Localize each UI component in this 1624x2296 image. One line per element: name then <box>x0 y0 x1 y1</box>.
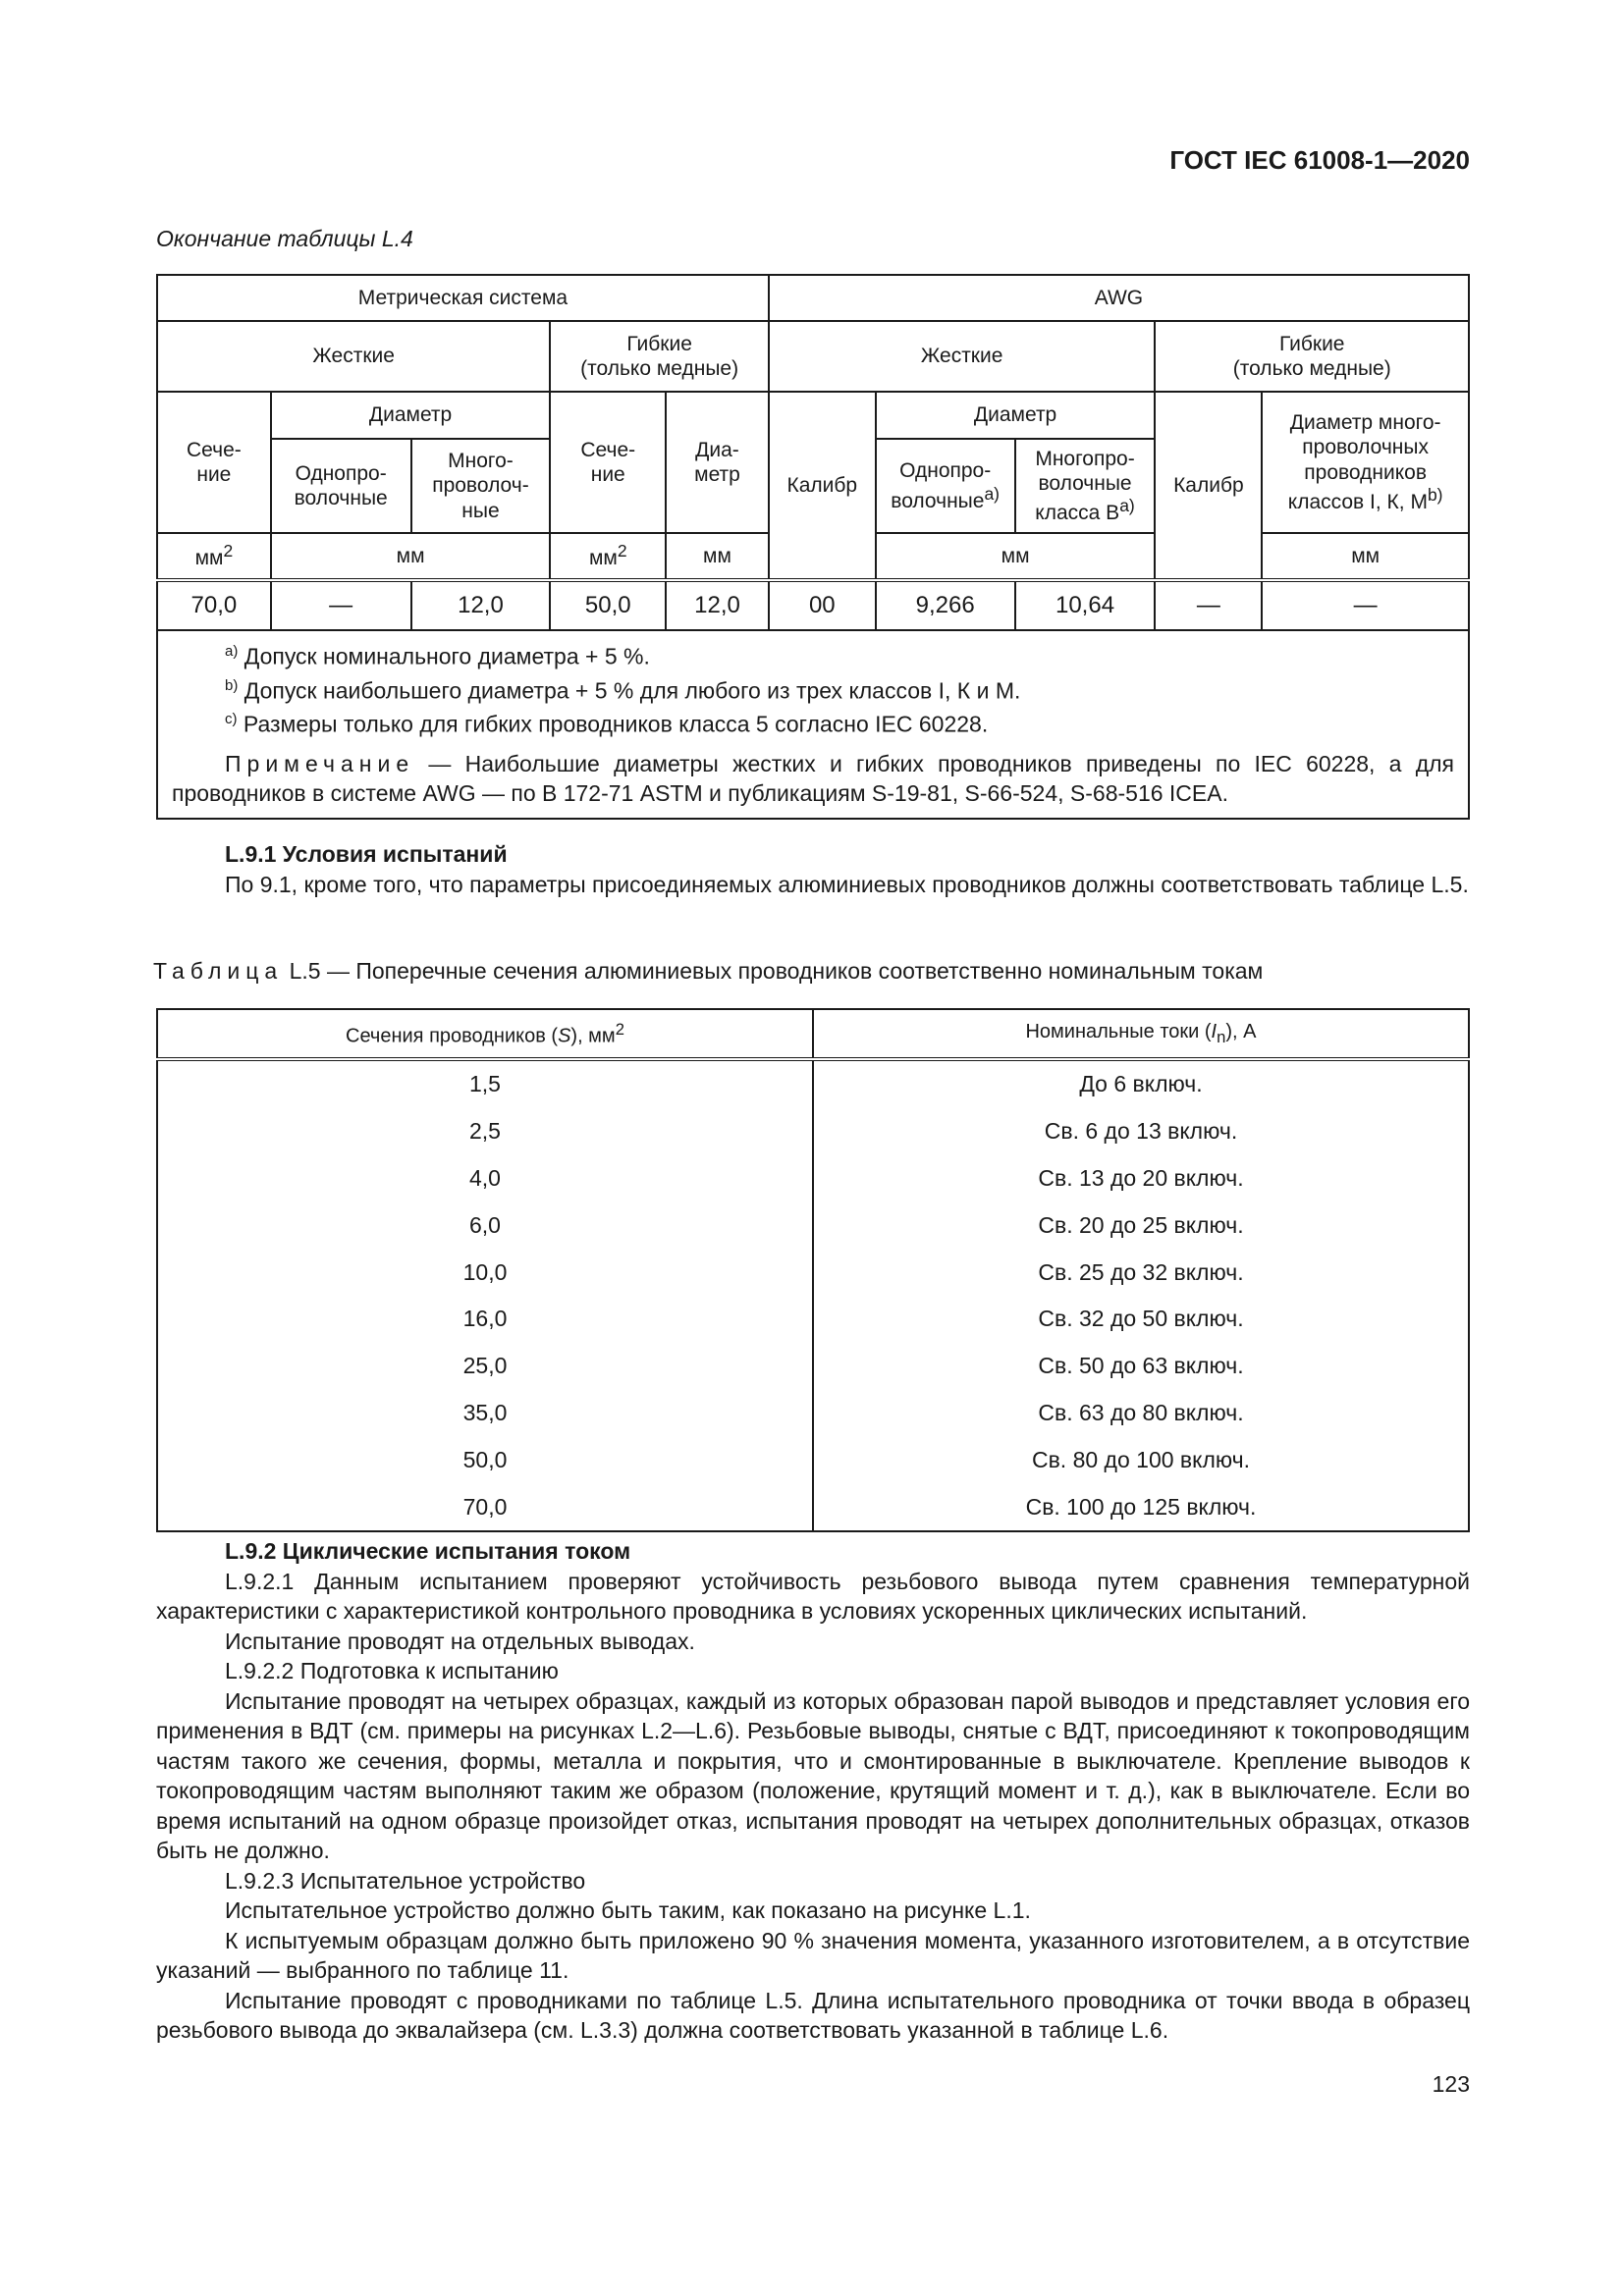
table-cell: 70,0 <box>157 1483 813 1531</box>
table-cell: 25,0 <box>157 1343 813 1390</box>
paragraph: Испытание проводят на четырех образцах, каждый из которых образован парой выводов и представляет условия его применения в ВДТ (см. примеры на рисунках L.2—L.6). Резьбовые выводы, снятые с ВДТ, присоединяют к токопроводящим частям такого же сечения, формы, металла и покрытия, что и смонтированные в выключателе. Крепление выводов к токопроводящим частям выполняют таким же образом (положение, крутящий момент и т. д.), как в выключателе. Если во время испытаний на одном образце произойдет отказ, испытания проводят на четырех дополнительных образцах, отказов быть не должно. <box>156 1687 1470 1863</box>
footnote: $^{b)}$ Допуск наибольшего диаметра + 5 % для любого из трех классов I, К и М. <box>225 676 1021 704</box>
page-number: 123 <box>1432 2071 1470 2097</box>
header-multi-wire: Много- проволоч- ные <box>411 439 551 533</box>
table-row <box>157 1249 1469 1296</box>
header-gauge: Калибр <box>769 392 876 580</box>
table-cell: 6,0 <box>157 1201 813 1249</box>
table-row <box>157 1483 1469 1531</box>
paragraph: L.9.2.1 Данным испытанием проверяют устойчивость резьбового вывода путем сравнения температурной характеристики с характеристикой контрольного проводника в условиях ускоренных циклических испытаний. <box>156 1568 1470 1624</box>
table-cell: 35,0 <box>157 1390 813 1437</box>
table-row <box>157 1155 1469 1202</box>
table-cell: Св. 63 до 80 включ. <box>813 1390 1469 1437</box>
table-cell: 50,0 <box>157 1436 813 1483</box>
table-cell: Св. 50 до 63 включ. <box>813 1343 1469 1390</box>
header-awg-rigid: Жесткие <box>769 321 1156 392</box>
subsection-heading: L.9.2.3 Испытательное устройство <box>225 1867 586 1894</box>
footnote: $^{c)}$ Размеры только для гибких проводников класса 5 согласно IEC 60228. <box>225 711 989 737</box>
section-l92 <box>156 1536 1470 2046</box>
table-cell: До 6 включ. <box>813 1059 1469 1108</box>
table-footnotes <box>157 630 1469 819</box>
header-cross-section: Сечения проводников (S), $мм^2$ <box>157 1009 813 1059</box>
table-cell: Св. 80 до 100 включ. <box>813 1436 1469 1483</box>
table-cell: Св. 6 до 13 включ. <box>813 1108 1469 1155</box>
table-cell: Св. 25 до 32 включ. <box>813 1249 1469 1296</box>
header-diameter: Диаметр <box>271 392 551 439</box>
table-cell: — <box>1262 580 1469 630</box>
table-cell: 12,0 <box>666 580 769 630</box>
header-metric-system: Метрическая система <box>157 275 769 321</box>
unit-mm2: $мм^2$ <box>157 533 271 580</box>
table-l4 <box>156 274 1470 820</box>
header-awg-flex-gauge: Калибр <box>1155 392 1262 580</box>
header-awg: AWG <box>769 275 1469 321</box>
header-awg-diameter: Диаметр <box>876 392 1156 439</box>
table-row <box>157 1201 1469 1249</box>
footnote: $^{a)}$ Допуск номинального диаметра + 5 %. <box>225 643 650 669</box>
header-flex-section: Сече- ние <box>550 392 666 533</box>
section-heading: L.9.1 Условия испытаний <box>225 841 508 867</box>
unit-mm-awg-flex: мм <box>1262 533 1469 580</box>
table-cell: 2,5 <box>157 1108 813 1155</box>
paragraph: Испытательное устройство должно быть таким, как показано на рисунке L.1. <box>225 1897 1031 1923</box>
table-l5 <box>156 1008 1470 1532</box>
table-row <box>157 1436 1469 1483</box>
table-cell: 50,0 <box>550 580 666 630</box>
paragraph: По 9.1, кроме того, что параметры присоединяемых алюминиевых проводников должны соответствовать таблице L.5. <box>225 871 1469 897</box>
table-row <box>157 1296 1469 1343</box>
table-cell: Св. 20 до 25 включ. <box>813 1201 1469 1249</box>
table-cell: — <box>1155 580 1262 630</box>
table-cell: 10,0 <box>157 1249 813 1296</box>
table-l5-caption: Таблица L.5 — Поперечные сечения алюминиевых проводников соответственно номинальным токам <box>153 958 1264 984</box>
paragraph: К испытуемым образцам должно быть приложено 90 % значения момента, указанного изготовителем, а в отсутствие указаний — выбранного по таблице 11. <box>156 1927 1470 1983</box>
table-cell: Св. 32 до 50 включ. <box>813 1296 1469 1343</box>
table-cell: 1,5 <box>157 1059 813 1108</box>
header-awg-flex-diameter: Диаметр много- проволочных проводников классов I, К, $М^{b)}$ <box>1262 392 1469 533</box>
header-rigid: Жесткие <box>157 321 550 392</box>
subsection-heading: L.9.2.2 Подготовка к испытанию <box>225 1658 559 1683</box>
table-row <box>157 580 1469 630</box>
table-row <box>157 1108 1469 1155</box>
table-row <box>157 1059 1469 1108</box>
header-single-wire: Однопро- волочные <box>271 439 411 533</box>
header-flexible: Гибкие (только медные) <box>550 321 768 392</box>
unit-mm: мм <box>271 533 551 580</box>
document-id: ГОСТ IEC 61008-1—2020 <box>1169 145 1470 175</box>
header-rated-current: Номинальные токи $(I_n)$, А <box>813 1009 1469 1059</box>
table-cell: 9,266 <box>876 580 1015 630</box>
table-row <box>157 1390 1469 1437</box>
unit-mm-awg: мм <box>876 533 1156 580</box>
header-awg-flexible: Гибкие (только медные) <box>1155 321 1469 392</box>
paragraph: Испытание проводят на отдельных выводах. <box>225 1628 695 1654</box>
table-note: Примечание — Наибольшие диаметры жестких и гибких проводников приведены по IEC 60228, а для проводников в системе AWG — по В 172-71 ASTM и публикациям S-19-81, S-66-524, S-68-516 ICEA. <box>172 750 1454 806</box>
section-heading: L.9.2 Циклические испытания током <box>225 1538 631 1564</box>
header-awg-multi-wire: Многопро- волочные класса $В^{a)}$ <box>1015 439 1156 533</box>
paragraph: Испытание проводят с проводниками по таблице L.5. Длина испытательного проводника от точки ввода в образец резьбового вывода до эквалайзера (см. L.3.3) должна соответствовать указанной в таблице L.6. <box>156 1987 1470 2043</box>
table-cell: 4,0 <box>157 1155 813 1202</box>
header-awg-single-wire: Однопро- волочные$^{a)}$ <box>876 439 1015 533</box>
table-cell: 00 <box>769 580 876 630</box>
table-cell: Св. 100 до 125 включ. <box>813 1483 1469 1531</box>
section-l91 <box>156 839 1470 899</box>
table-cell: 16,0 <box>157 1296 813 1343</box>
header-flex-diameter: Диа- метр <box>666 392 769 533</box>
table-cell: — <box>271 580 411 630</box>
table-cell: 12,0 <box>411 580 551 630</box>
table-cell: Св. 13 до 20 включ. <box>813 1155 1469 1202</box>
table-cell: 10,64 <box>1015 580 1156 630</box>
unit-mm-flex: мм <box>666 533 769 580</box>
table-row <box>157 1343 1469 1390</box>
table-l4-caption: Окончание таблицы L.4 <box>156 226 413 251</box>
header-section: Сече- ние <box>157 392 271 533</box>
unit-mm2-flex: $мм^2$ <box>550 533 666 580</box>
table-cell: 70,0 <box>157 580 271 630</box>
